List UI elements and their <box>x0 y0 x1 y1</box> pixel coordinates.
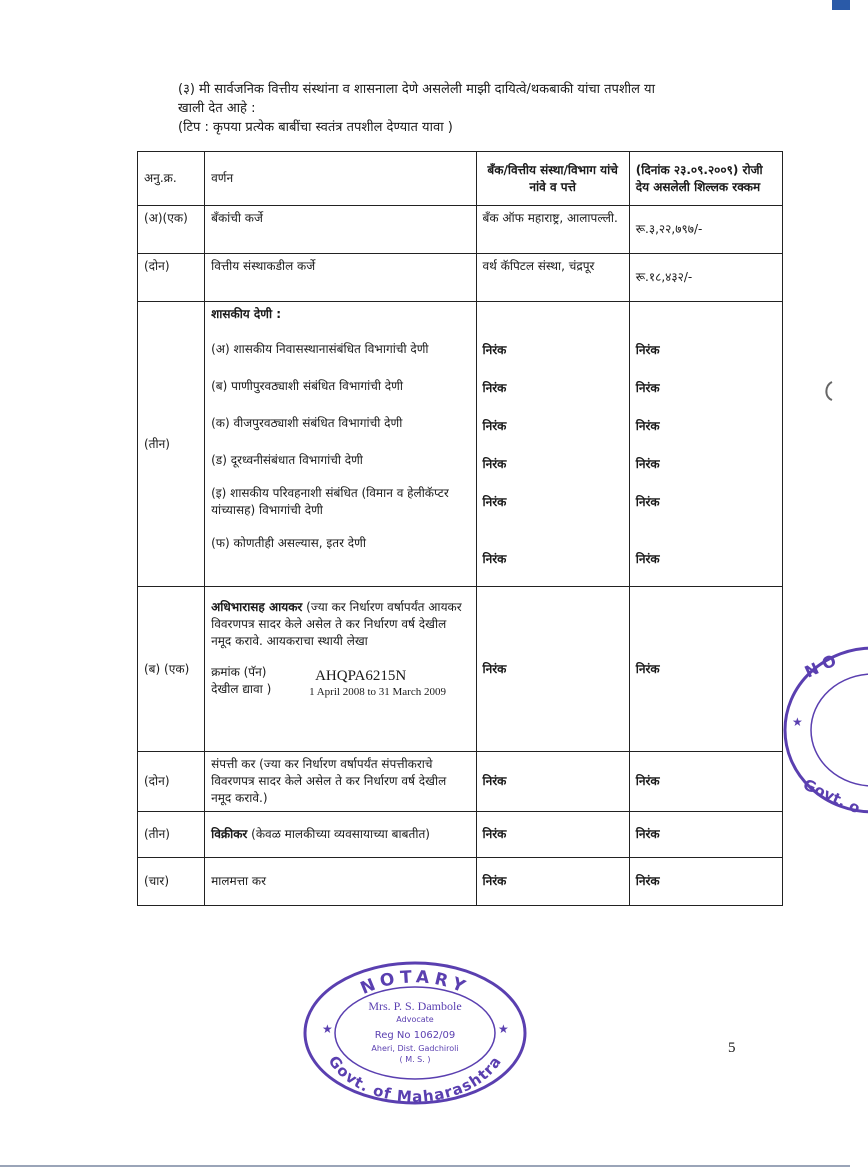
row-bank: वर्थ कॅपिटल संस्था, चंद्रपूर <box>476 254 629 302</box>
row-bank <box>476 302 629 587</box>
nil-value: निरंक <box>635 419 660 433</box>
nil-value: निरंक <box>635 457 660 471</box>
row-amount <box>629 858 782 906</box>
row-sr: (तीन) <box>138 812 205 858</box>
pan-label-1: क्रमांक (पॅन) <box>211 665 267 679</box>
nil-value: निरंक <box>635 552 660 566</box>
notary-stamp <box>300 955 530 1105</box>
stamp-role: Advocate <box>396 1015 434 1024</box>
table-row <box>138 254 783 302</box>
stamp-reg: Reg No 1062/09 <box>374 1030 456 1041</box>
gov-dues-item: (फ) कोणतीही असल्यास, इतर देणी <box>211 536 366 550</box>
row-sr: (अ)(एक) <box>138 206 205 254</box>
table-row <box>138 812 783 858</box>
row-bank <box>476 587 629 752</box>
income-tax-title: अधिभारासह आयकर <box>211 600 303 614</box>
gov-dues-item: (ड) दूरध्वनीसंबंधात विभागांची देणी <box>211 453 363 467</box>
row-desc <box>205 587 476 752</box>
nil-value: निरंक <box>635 827 660 841</box>
stamp-state: ( M. S. ) <box>399 1055 431 1064</box>
row-amount <box>629 752 782 812</box>
nil-value: निरंक <box>482 419 507 433</box>
row-desc <box>205 302 476 587</box>
nil-value: निरंक <box>482 457 507 471</box>
bottom-edge <box>0 1165 850 1167</box>
row-amount <box>629 587 782 752</box>
corner-mark <box>832 0 850 10</box>
table-row <box>138 752 783 812</box>
svg-text:Govt. o: Govt. o <box>800 775 864 818</box>
gov-dues-heading: शासकीय देणी : <box>211 307 282 321</box>
gov-dues-item: (क) वीजपुरवठ्याशी संबंधित विभागांची देणी <box>211 416 403 430</box>
table-row <box>138 587 783 752</box>
header-sr: अनु.क्र. <box>138 152 205 206</box>
stamp-name: Mrs. P. S. Dambole <box>368 999 462 1013</box>
partial-notary-stamp <box>778 640 868 820</box>
nil-value: निरंक <box>635 874 660 888</box>
row-amount: रू.१८,४३२/- <box>629 254 782 302</box>
pan-period: 1 April 2008 to 31 March 2009 <box>309 686 446 698</box>
nil-value: निरंक <box>482 661 507 676</box>
gov-dues-item: (ब) पाणीपुरवठ्याशी संबंधित विभागांची देणी <box>211 379 403 393</box>
pan-label-2: देखील द्यावा ) <box>211 682 272 696</box>
row-sr: (तीन) <box>138 302 205 587</box>
nil-value: निरंक <box>635 343 660 357</box>
row-amount: रू.३,२२,७९७/- <box>629 206 782 254</box>
table-row <box>138 302 783 587</box>
liabilities-table <box>137 151 783 906</box>
nil-value: निरंक <box>635 381 660 395</box>
row-sr: (दोन) <box>138 752 205 812</box>
nil-value: निरंक <box>635 495 660 509</box>
stamp-bottom-text: Govt. of Maharashtra <box>324 1052 506 1105</box>
header-amount: (दिनांक २३.०९.२००९) रोजी देय असलेली शिल्लक रक्कम <box>629 152 782 206</box>
svg-text:NOTARY <box>358 967 473 999</box>
pan-number: AHQPA6215N <box>315 668 407 684</box>
row-desc: वित्तीय संस्थाकडील कर्जे <box>205 254 476 302</box>
nil-value: निरंक <box>482 874 507 888</box>
row-bank <box>476 752 629 812</box>
page-number: 5 <box>728 1040 736 1056</box>
nil-value: निरंक <box>482 343 507 357</box>
nil-value: निरंक <box>635 774 660 788</box>
row-amount <box>629 302 782 587</box>
table-row <box>138 206 783 254</box>
svg-text:★: ★ <box>792 715 803 729</box>
stamp-place: Aheri, Dist. Gadchiroli <box>371 1044 459 1053</box>
nil-value: निरंक <box>482 495 507 509</box>
gov-dues-item: (इ) शासकीय परिवहनाशी संबंधित (विमान व हेलीकॅप्टर यांच्यासह) विभागांची देणी <box>211 486 449 517</box>
row-sr: (चार) <box>138 858 205 906</box>
row-desc: बँकांची कर्जे <box>205 206 476 254</box>
svg-text:N O: N O <box>801 650 840 682</box>
table-row <box>138 858 783 906</box>
intro-line-1: (३) मी सार्वजनिक वित्तीय संस्थांना व शासनाला देणे असलेली माझी दायित्वे/थकबाकी यांचा तपशील या <box>178 82 655 97</box>
nil-value: निरंक <box>482 827 507 841</box>
table-header-row <box>138 152 783 206</box>
row-desc: संपत्ती कर (ज्या कर निर्धारण वर्षापर्यंत संपत्तीकराचे विवरणपत्र सादर केले असेल ते कर निर्धारण वर्ष देखील नमूद करावे.) <box>205 752 476 812</box>
sales-tax-title: विक्रीकर <box>211 827 248 841</box>
punch-hole <box>822 380 834 402</box>
header-bank: बँक/वित्तीय संस्था/विभाग यांचे नांवे व पत्ते <box>476 152 629 206</box>
row-sr: (ब) (एक) <box>138 587 205 752</box>
row-bank <box>476 858 629 906</box>
row-sr: (दोन) <box>138 254 205 302</box>
nil-value: निरंक <box>482 381 507 395</box>
sales-tax-desc: (केवळ मालकीच्या व्यवसायाच्या बाबतीत) <box>247 827 430 841</box>
row-desc <box>205 812 476 858</box>
row-desc: मालमत्ता कर <box>205 858 476 906</box>
intro-note: (टिप : कृपया प्रत्येक बाबींचा स्वतंत्र तपशील देण्यात यावा ) <box>178 120 453 135</box>
gov-dues-item: (अ) शासकीय निवासस्थानासंबंधित विभागांची देणी <box>211 342 429 356</box>
nil-value: निरंक <box>482 552 507 566</box>
intro-section <box>178 80 778 137</box>
row-bank: बँक ऑफ महाराष्ट्र, आलापल्ली. <box>476 206 629 254</box>
intro-line-2: खाली देत आहे : <box>178 101 256 116</box>
income-tax-desc: (ज्या कर निर्धारण वर्षापर्यंत आयकर विवरणपत्र सादर केले असेल ते कर निर्धारण वर्ष देखील नमूद करावे. आयकराचा स्थायी लेखा <box>211 600 462 648</box>
stamp-star-left: ★ <box>322 1022 333 1036</box>
nil-value: निरंक <box>482 774 507 788</box>
header-desc: वर्णन <box>205 152 476 206</box>
row-amount <box>629 812 782 858</box>
stamp-star-right: ★ <box>498 1022 509 1036</box>
stamp-top-text: NOTARY <box>357 967 473 999</box>
nil-value: निरंक <box>635 661 660 676</box>
row-bank <box>476 812 629 858</box>
